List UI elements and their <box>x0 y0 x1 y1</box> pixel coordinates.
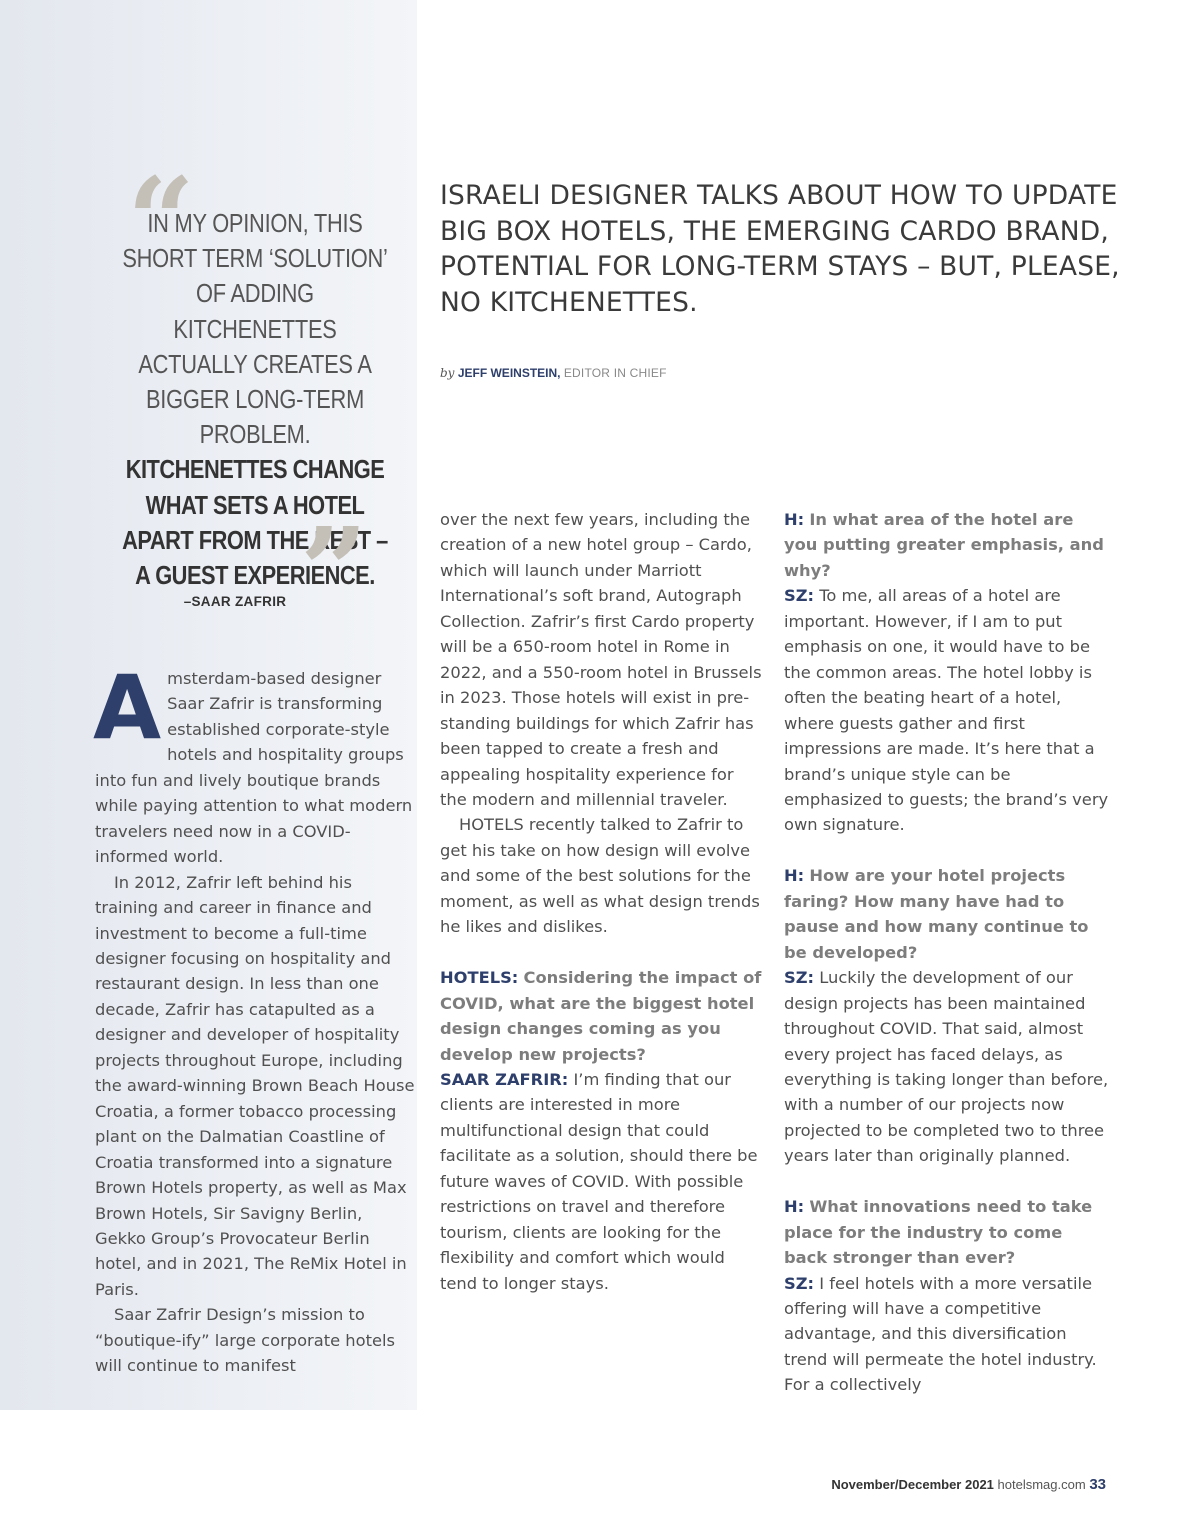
answer-label: SZ: <box>784 968 815 988</box>
interview-answer <box>440 1067 765 1296</box>
interview-answer <box>784 583 1109 838</box>
interview-answer <box>784 965 1109 1169</box>
answer-label: SZ: <box>784 1273 815 1293</box>
question-text: In what area of the hotel are you putting greater emphasis, and why? <box>784 510 1104 580</box>
body-paragraph: HOTELS recently talked to Zafrir to get his take on how design will evolve and some of the best solutions for the moment, as well as what design trends he likes and dislikes. <box>440 815 760 937</box>
page-footer <box>831 1476 1106 1493</box>
question-text: Considering the impact of COVID, what are the biggest hotel design changes coming as you develop new projects? <box>440 968 762 1064</box>
body-paragraph: In 2012, Zafrir left behind his training and career in finance and investment to become a full-time designer focusing on hospitality and restaurant design. In less than one decade, Zafrir has catapulted as a designer and developer of hospitality projects throughout Europe, including the award-winning Brown Beach House Croatia, a former tobacco processing plant on the Dalmatian Coastline of Croatia transformed into a signature Brown Hotels property, as well as Max Brown Hotels, Sir Savigny Berlin, Gekko Group’s Provocateur Berlin hotel, and in 2021, The ReMix Hotel in Paris. <box>95 872 415 1299</box>
body-paragraph: Saar Zafrir Design’s mission to “boutique-ify” large corporate hotels will continue to manifest <box>95 1305 395 1376</box>
interview-question <box>784 1194 1109 1270</box>
intro-paragraph-text: msterdam-based designer Saar Zafrir is transforming established corporate-style hotels and hospitality groups into fun and lively boutique brands while paying attention to what modern travelers need now in a COVID-informed world. <box>95 669 413 867</box>
question-label: HOTELS: <box>440 968 519 988</box>
interview-answer <box>784 1271 1109 1398</box>
article-column-left <box>93 656 417 1379</box>
byline <box>440 366 667 380</box>
page-number: 33 <box>1089 1476 1106 1493</box>
byline-author: JEFF WEINSTEIN, <box>457 366 561 380</box>
answer-text: Luckily the development of our design projects has been maintained throughout COVID. That said, almost every project has faced delays, as everything is taking longer than before, with a number of our projects now projected to be completed two to three years later than originally planned. <box>784 968 1109 1166</box>
site-link[interactable]: hotelsmag.com <box>997 1477 1086 1492</box>
answer-text: I’m finding that our clients are interested in more multifunctional design that could facilitate as a solution, should there be future waves of COVID. With possible restrictions on travel and therefore tourism, clients are looking for the flexibility and comfort which would tend to longer stays. <box>440 1069 758 1293</box>
interview-question <box>784 863 1109 965</box>
interview-question <box>784 507 1109 583</box>
question-text: What innovations need to take place for the industry to come back stronger than ever? <box>784 1197 1093 1268</box>
answer-text: I feel hotels with a more versatile offering will have a competitive advantage, and this diversification trend will permeate the hotel industry. For a collectively <box>784 1273 1097 1395</box>
question-label: H: <box>784 1197 805 1217</box>
pull-quote-attribution: –SAAR ZAFRIR <box>183 594 287 609</box>
answer-text: To me, all areas of a hotel are important. However, if I am to put emphasis on one, it would have to be the common areas. The hotel lobby is often the beating heart of a hotel, where guests gather and first impressions are made. It’s here that a brand’s unique style can be emphasized to guests; the brand’s very own signature. <box>784 586 1109 835</box>
issue-date: November/December 2021 <box>831 1477 994 1492</box>
article-column-middle <box>440 507 765 1296</box>
answer-label: SZ: <box>784 586 815 606</box>
article-column-right <box>784 507 1109 1398</box>
pull-quote-bold: KITCHENETTES CHANGE WHAT SETS A HOTEL APART FROM THE REST – A GUEST EXPERIENCE. <box>122 454 388 591</box>
article-headline: ISRAELI DESIGNER TALKS ABOUT HOW TO UPDATE BIG BOX HOTELS, THE EMERGING CARDO BRAND, POTENTIAL FOR LONG-TERM STAYS – BUT, PLEASE, NO KITCHENETTES. <box>440 180 1120 318</box>
close-quote-icon: ” <box>300 501 368 640</box>
answer-label: SAAR ZAFRIR: <box>440 1069 569 1089</box>
question-text: How are your hotel projects faring? How many have had to pause and how many continue to be developed? <box>784 866 1089 962</box>
byline-by: by <box>440 366 455 380</box>
question-label: H: <box>784 510 805 529</box>
byline-role: EDITOR IN CHIEF <box>563 366 667 380</box>
drop-cap: A <box>93 656 162 759</box>
intro-paragraph <box>93 656 417 870</box>
question-label: H: <box>784 866 805 886</box>
open-quote-icon: “ <box>127 151 195 290</box>
pull-quote-plain: IN MY OPINION, THIS SHORT TERM ‘SOLUTION’ OF ADDING KITCHENETTES ACTUALLY CREATES A BIGGER LONG-TERM PROBLEM. <box>122 208 388 450</box>
body-paragraph: over the next few years, including the creation of a new hotel group – Cardo, which will launch under Marriott International’s soft brand, Autograph Collection. Zafrir’s first Cardo property will be a 650-room hotel in Rome in 2022, and a 550-room hotel in Brussels in 2023. Those hotels will exist in pre-standing buildings for which Zafrir has been tapped to create a fresh and appealing hospitality experience for the modern and millennial traveler. <box>440 510 762 809</box>
interview-question <box>440 965 765 1067</box>
